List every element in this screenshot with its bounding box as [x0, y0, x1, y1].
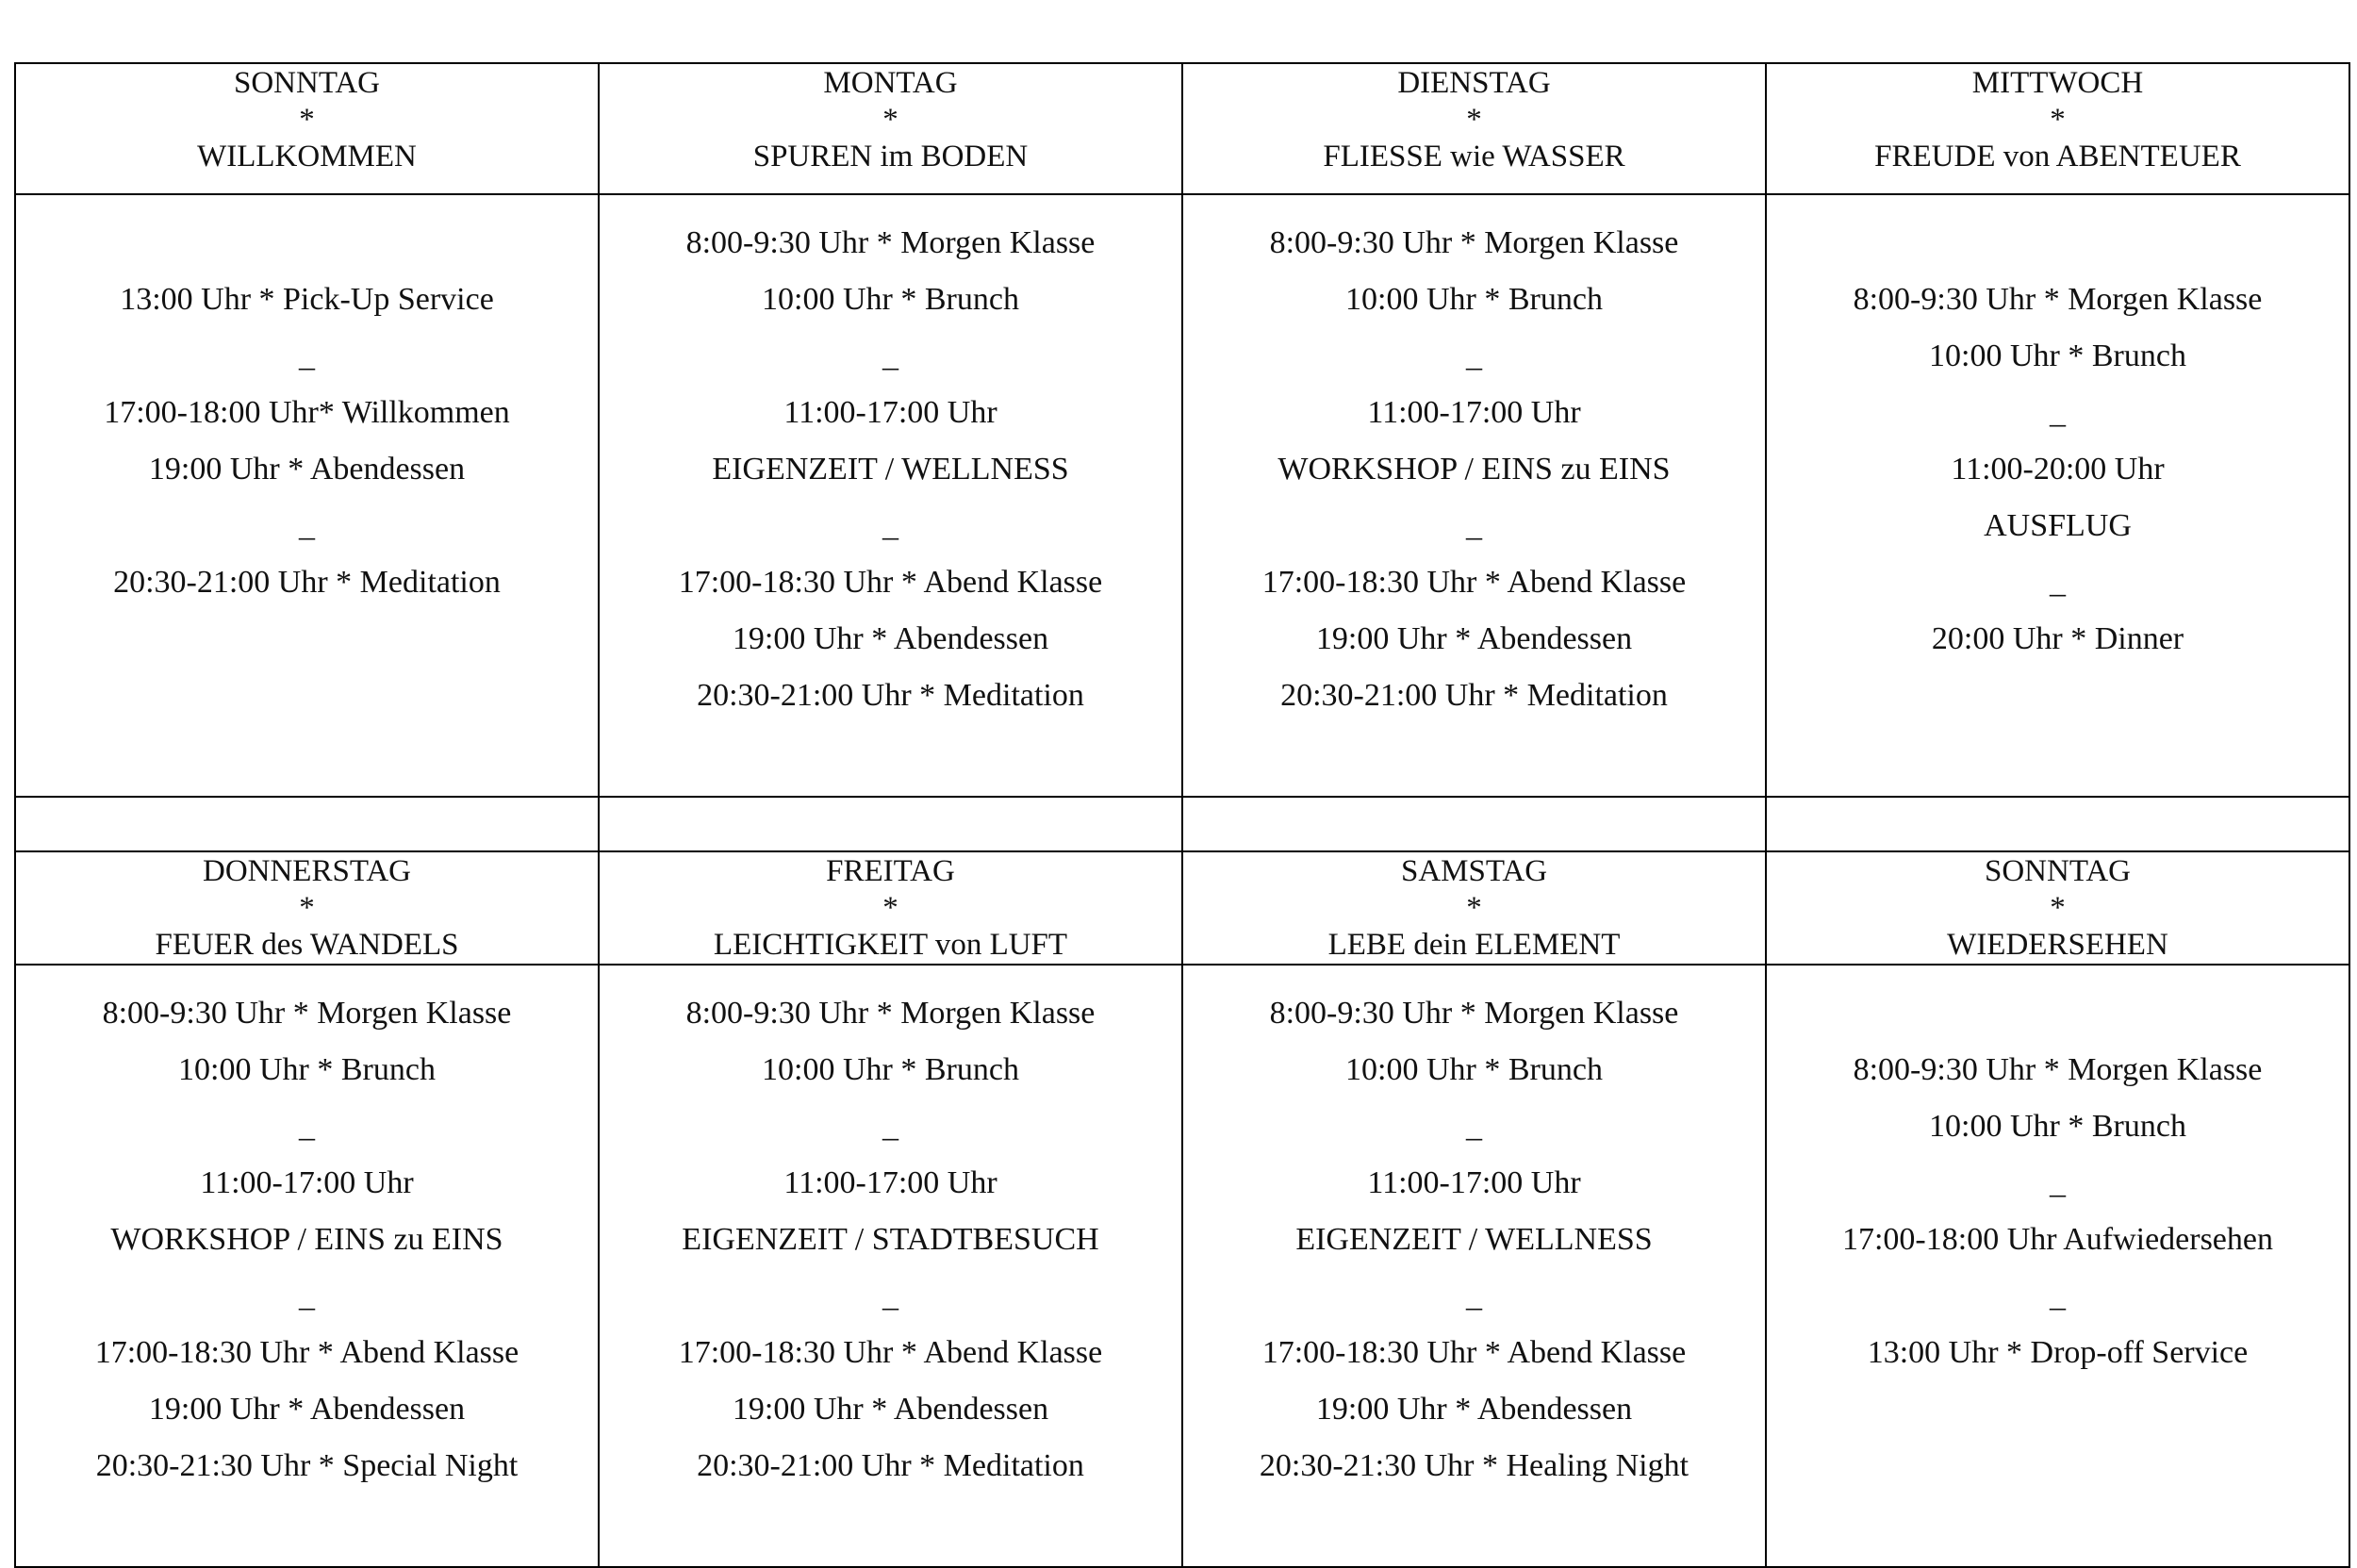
- event-item: WORKSHOP / EINS zu EINS: [110, 1222, 503, 1257]
- event-item: 17:00-18:30 Uhr * Abend Klasse: [1261, 565, 1687, 600]
- event-item: 10:00 Uhr * Brunch: [1345, 1052, 1603, 1087]
- event-item: _: [1466, 508, 1482, 543]
- event-item: AUSFLUG: [1984, 508, 2132, 543]
- event-item: 10:00 Uhr * Brunch: [762, 282, 1019, 317]
- event-item: 19:00 Uhr * Abendessen: [732, 1392, 1049, 1427]
- day-header-friday: [599, 851, 1182, 965]
- event-item: 19:00 Uhr * Abendessen: [148, 452, 466, 487]
- day-name: MITTWOCH: [1971, 66, 2144, 100]
- day-theme: SPUREN im BODEN: [752, 140, 1029, 173]
- event-list: [1767, 1042, 2349, 1381]
- events-cell-thursday: [15, 965, 599, 1567]
- day-name: MONTAG: [823, 66, 958, 100]
- day-header-wednesday: [1766, 63, 2349, 194]
- day-separator: *: [2050, 103, 2066, 137]
- event-item: 11:00-17:00 Uhr: [783, 395, 997, 430]
- event-item: 13:00 Uhr * Pick-Up Service: [120, 282, 494, 317]
- event-list: [1767, 272, 2349, 668]
- day-header-tuesday: [1182, 63, 1766, 194]
- day-header-thursday: [15, 851, 599, 965]
- event-item: _: [1466, 1109, 1482, 1144]
- day-name: DIENSTAG: [1397, 66, 1551, 100]
- event-item: 8:00-9:30 Uhr * Morgen Klasse: [685, 996, 1096, 1031]
- day-theme: LEICHTIGKEIT von LUFT: [713, 928, 1068, 962]
- event-list: [16, 985, 598, 1494]
- event-list: [1183, 985, 1765, 1494]
- event-item: 11:00-20:00 Uhr: [1951, 452, 2165, 487]
- event-item: _: [882, 1109, 898, 1144]
- event-item: _: [882, 508, 898, 543]
- event-item: 11:00-17:00 Uhr: [200, 1165, 414, 1200]
- day-theme: FLIESSE wie WASSER: [1323, 140, 1625, 173]
- event-item: 17:00-18:00 Uhr* Willkommen: [104, 395, 510, 430]
- event-item: 11:00-17:00 Uhr: [1367, 1165, 1581, 1200]
- event-item: _: [882, 1279, 898, 1313]
- day-name: DONNERSTAG: [202, 854, 412, 888]
- event-item: 19:00 Uhr * Abendessen: [1315, 1392, 1633, 1427]
- event-item: _: [1466, 338, 1482, 373]
- event-item: EIGENZEIT / STADTBESUCH: [682, 1222, 1099, 1257]
- event-item: _: [299, 338, 315, 373]
- events-cell-saturday: [1182, 965, 1766, 1567]
- event-item: 19:00 Uhr * Abendessen: [732, 621, 1049, 656]
- event-list: [1183, 215, 1765, 724]
- event-item: 19:00 Uhr * Abendessen: [1315, 621, 1633, 656]
- spacer-cell: [599, 797, 1182, 851]
- event-item: _: [1466, 1279, 1482, 1313]
- day-separator: *: [2050, 891, 2066, 925]
- event-item: 8:00-9:30 Uhr * Morgen Klasse: [1853, 282, 2263, 317]
- spacer-cell: [1182, 797, 1766, 851]
- event-item: _: [299, 1109, 315, 1144]
- event-item: 8:00-9:30 Uhr * Morgen Klasse: [102, 996, 512, 1031]
- event-item: 11:00-17:00 Uhr: [783, 1165, 997, 1200]
- event-item: _: [2050, 1279, 2066, 1313]
- event-item: 8:00-9:30 Uhr * Morgen Klasse: [1269, 225, 1679, 260]
- events-cell-monday: [599, 194, 1182, 797]
- event-item: WORKSHOP / EINS zu EINS: [1277, 452, 1671, 487]
- day-name: SAMSTAG: [1400, 854, 1548, 888]
- header-row-week-1: [15, 63, 2349, 194]
- day-theme: FEUER des WANDELS: [155, 928, 459, 962]
- events-row-week-1: [15, 194, 2349, 797]
- event-item: 17:00-18:30 Uhr * Abend Klasse: [1261, 1335, 1687, 1370]
- event-item: 10:00 Uhr * Brunch: [178, 1052, 436, 1087]
- event-item: 11:00-17:00 Uhr: [1367, 395, 1581, 430]
- event-item: 8:00-9:30 Uhr * Morgen Klasse: [1853, 1052, 2263, 1087]
- day-separator: *: [882, 103, 898, 137]
- day-separator: *: [299, 891, 315, 925]
- event-item: 19:00 Uhr * Abendessen: [148, 1392, 466, 1427]
- day-separator: *: [1466, 891, 1482, 925]
- event-item: 20:00 Uhr * Dinner: [1931, 621, 2184, 656]
- event-item: 8:00-9:30 Uhr * Morgen Klasse: [1269, 996, 1679, 1031]
- event-item: 10:00 Uhr * Brunch: [1929, 1109, 2186, 1144]
- event-item: 20:30-21:00 Uhr * Meditation: [113, 565, 501, 600]
- event-item: 20:30-21:00 Uhr * Meditation: [1280, 678, 1668, 713]
- spacer-row: [15, 797, 2349, 851]
- day-header-monday: [599, 63, 1182, 194]
- event-item: _: [882, 338, 898, 373]
- event-item: 8:00-9:30 Uhr * Morgen Klasse: [685, 225, 1096, 260]
- day-header-saturday: [1182, 851, 1766, 965]
- event-list: [600, 985, 1181, 1494]
- event-item: 17:00-18:30 Uhr * Abend Klasse: [678, 565, 1103, 600]
- header-row-week-2: [15, 851, 2349, 965]
- event-item: _: [299, 508, 315, 543]
- day-theme: WILLKOMMEN: [197, 140, 417, 173]
- event-item: 20:30-21:30 Uhr * Special Night: [95, 1448, 519, 1483]
- day-theme: LEBE dein ELEMENT: [1327, 928, 1621, 962]
- day-theme: WIEDERSEHEN: [1947, 928, 2168, 962]
- event-item: 20:30-21:00 Uhr * Meditation: [697, 1448, 1084, 1483]
- event-item: _: [2050, 395, 2066, 430]
- day-name: FREITAG: [826, 854, 955, 888]
- event-item: EIGENZEIT / WELLNESS: [1295, 1222, 1653, 1257]
- events-row-week-2: [15, 965, 2349, 1567]
- weekly-schedule-table: [14, 62, 2350, 1568]
- event-list: [16, 272, 598, 611]
- event-list: [600, 215, 1181, 724]
- day-header-sunday: [15, 63, 599, 194]
- event-item: _: [2050, 565, 2066, 600]
- event-item: 10:00 Uhr * Brunch: [1345, 282, 1603, 317]
- event-item: 13:00 Uhr * Drop-off Service: [1867, 1335, 2249, 1370]
- event-item: 10:00 Uhr * Brunch: [762, 1052, 1019, 1087]
- spacer-cell: [1766, 797, 2349, 851]
- spacer-cell: [15, 797, 599, 851]
- event-item: 17:00-18:30 Uhr * Abend Klasse: [94, 1335, 519, 1370]
- day-separator: *: [1466, 103, 1482, 137]
- day-separator: *: [882, 891, 898, 925]
- events-cell-sunday: [15, 194, 599, 797]
- event-item: 20:30-21:30 Uhr * Healing Night: [1259, 1448, 1689, 1483]
- event-item: 17:00-18:30 Uhr * Abend Klasse: [678, 1335, 1103, 1370]
- events-cell-friday: [599, 965, 1182, 1567]
- events-cell-sunday-final: [1766, 965, 2349, 1567]
- day-theme: FREUDE von ABENTEUER: [1874, 140, 2241, 173]
- event-item: _: [299, 1279, 315, 1313]
- day-name: SONNTAG: [233, 66, 381, 100]
- event-item: EIGENZEIT / WELLNESS: [712, 452, 1069, 487]
- day-separator: *: [299, 103, 315, 137]
- events-cell-tuesday: [1182, 194, 1766, 797]
- event-item: _: [2050, 1165, 2066, 1200]
- event-item: 20:30-21:00 Uhr * Meditation: [697, 678, 1084, 713]
- day-name: SONNTAG: [1984, 854, 2132, 888]
- events-cell-wednesday: [1766, 194, 2349, 797]
- event-item: 17:00-18:00 Uhr Aufwiedersehen: [1841, 1222, 2273, 1257]
- day-header-sunday-final: [1766, 851, 2349, 965]
- event-item: 10:00 Uhr * Brunch: [1929, 338, 2186, 373]
